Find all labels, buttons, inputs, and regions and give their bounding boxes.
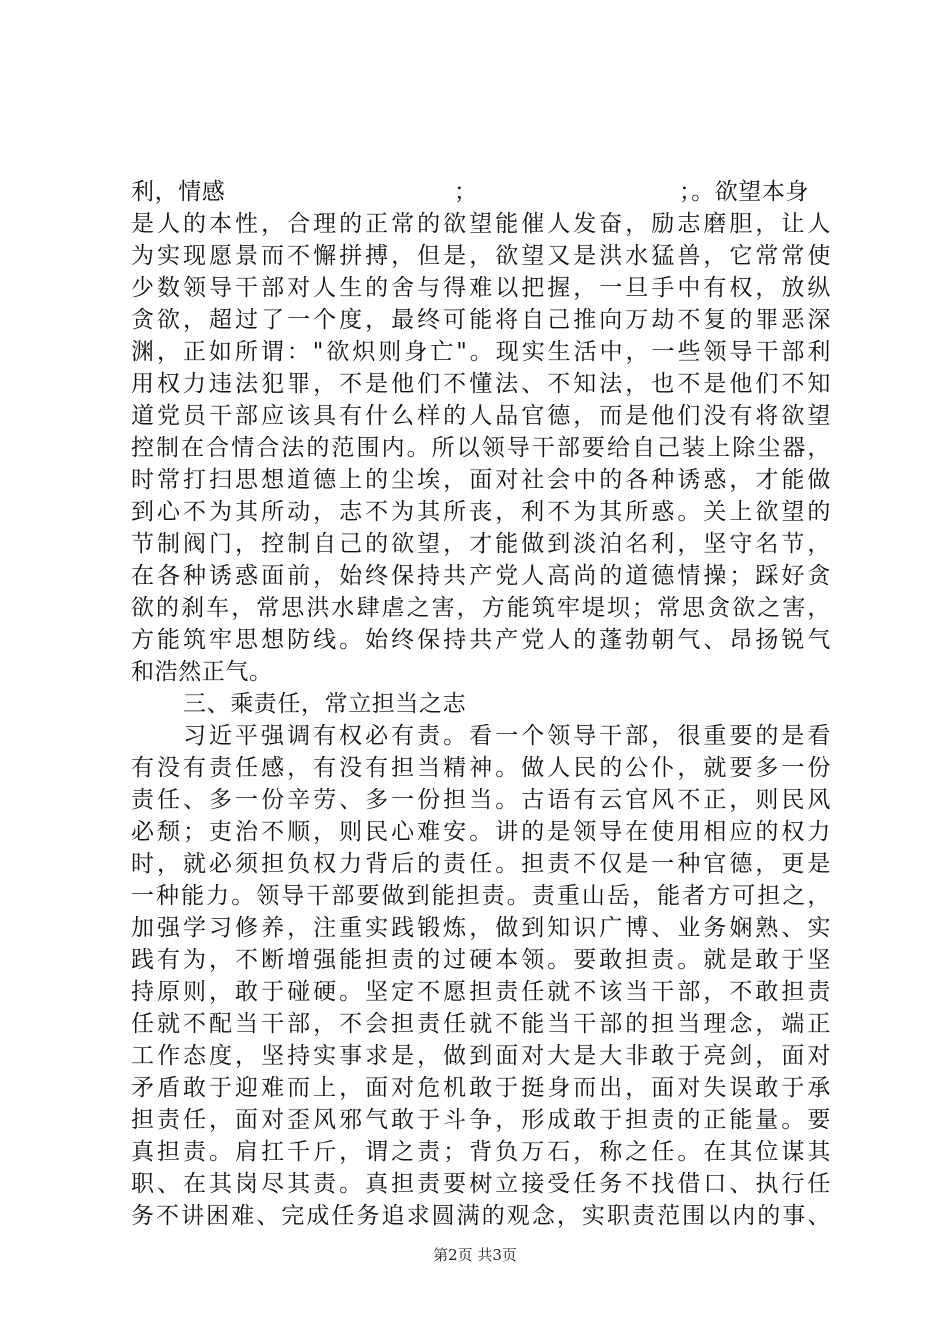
text-line: 加强学习修养，注重实践锻炼，做到知识广博、业务娴熟、实 <box>131 915 831 941</box>
text-line-paragraph-end: 和浩然正气。 <box>131 659 273 685</box>
text-line: 有没有责任感，有没有担当精神。做人民的公仆，就要多一份 <box>131 755 831 781</box>
text-line: 担责任，面对歪风邪气敢于斗争，形成敢于担责的正能量。要 <box>131 1107 831 1133</box>
page-number: 第2页 共3页 <box>433 1246 517 1264</box>
text-line: 少数领导干部对人生的舍与得难以把握，一旦手中有权，放纵 <box>131 275 831 301</box>
text-line: 节制阀门，控制自己的欲望，才能做到淡泊名利，坚守名节， <box>131 531 831 557</box>
text-line: 时，就必须担负权力背后的责任。担责不仅是一种官德，更是 <box>131 851 831 877</box>
text-line: 职、在其岗尽其责。真担责要树立接受任务不找借口、执行任 <box>131 1171 831 1197</box>
text-segment-1: 利，情感 <box>131 179 226 205</box>
page-footer <box>0 1244 950 1265</box>
text-line: 时常打扫思想道德上的尘埃，面对社会中的各种诱惑，才能做 <box>131 467 831 493</box>
section-heading: 三、乘责任，常立担当之志 <box>183 691 467 717</box>
text-segment-3: ；。欲望本身 <box>679 179 810 205</box>
text-line: 任就不配当干部，不会担责任就不能当干部的担当理念，端正 <box>131 1011 831 1037</box>
text-line: 为实现愿景而不懈拼搏，但是，欲望又是洪水猛兽，它常常使 <box>131 243 831 269</box>
text-line: 践有为，不断增强能担责的过硬本领。要敢担责。就是敢于坚 <box>131 947 831 973</box>
text-line: 道党员干部应该具有什么样的人品官德，而是他们没有将欲望 <box>131 403 831 429</box>
text-line: 是人的本性，合理的正常的欲望能催人发奋，励志磨胆，让人 <box>131 211 831 237</box>
text-line: 必颓；吏治不顺，则民心难安。讲的是领导在使用相应的权力 <box>131 819 831 845</box>
text-line: 贪欲，超过了一个度，最终可能将自己推向万劫不复的罪恶深 <box>131 307 831 333</box>
text-line: 控制在合情合法的范围内。所以领导干部要给自己装上除尘器， <box>131 435 831 461</box>
text-line-first <box>131 176 831 208</box>
text-line: 用权力违法犯罪，不是他们不懂法、不知法，也不是他们不知 <box>131 371 831 397</box>
text-line: 矛盾敢于迎难而上，面对危机敢于挺身而出，面对失误敢于承 <box>131 1075 831 1101</box>
text-line: 一种能力。领导干部要做到能担责。责重山岳，能者方可担之， <box>131 883 831 909</box>
text-line: 务不讲困难、完成任务追求圆满的观念，实职责范围以内的事、 <box>131 1203 831 1229</box>
text-line: 方能筑牢思想防线。始终保持共产党人的蓬勃朝气、昂扬锐气 <box>131 627 831 653</box>
text-line: 工作态度，坚持实事求是，做到面对大是大非敢于亮剑，面对 <box>131 1043 831 1069</box>
text-line: 责任、多一份辛劳、多一份担当。古语有云官风不正，则民风 <box>131 787 831 813</box>
text-line-paragraph-start: 习近平强调有权必有责。看一个领导干部，很重要的是看 <box>183 723 831 749</box>
text-segment-2: ； <box>454 179 478 205</box>
text-line: 渊，正如所谓："欲炽则身亡"。现实生活中，一些领导干部利 <box>131 339 831 365</box>
text-line: 持原则，敢于碰硬。坚定不愿担责任就不该当干部，不敢担责 <box>131 979 831 1005</box>
text-line: 到心不为其所动，志不为其所丧，利不为其所惑。关上欲望的 <box>131 499 831 525</box>
text-line: 真担责。肩扛千斤，谓之责；背负万石，称之任。在其位谋其 <box>131 1139 831 1165</box>
text-line: 欲的刹车，常思洪水肆虐之害，方能筑牢堤坝；常思贪欲之害， <box>131 595 831 621</box>
text-line: 在各种诱惑面前，始终保持共产党人高尚的道德情操；踩好贪 <box>131 563 831 589</box>
document-body <box>131 176 831 1232</box>
